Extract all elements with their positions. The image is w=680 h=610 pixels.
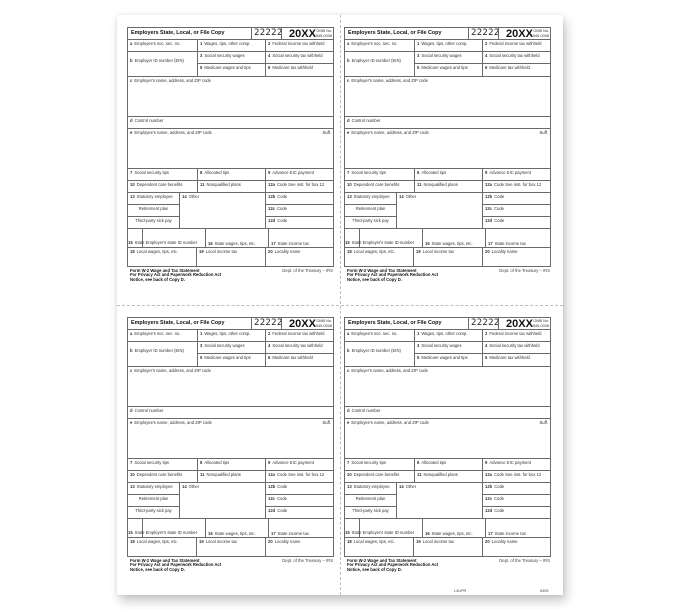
box-10-dependent-care[interactable]: 10 Dependent care benefits (127, 470, 198, 483)
form-code: 22222 (471, 318, 500, 328)
box-14-other[interactable]: 14 Other (396, 192, 483, 229)
box-20-locality[interactable]: 20 Locality name (265, 247, 334, 267)
box-9-advance-eic[interactable]: 9 Advance EIC payment (482, 458, 551, 471)
footer-form-name: Form W-2 Wage and Tax Statement (130, 558, 200, 563)
box-13-retirement-plan[interactable]: Retirement plan (344, 494, 397, 507)
omb-number: 1545-0008 (313, 33, 332, 38)
box-11-nonqualified[interactable]: 11 Nonqualified plans (414, 470, 483, 483)
footer-notice: Notice, see back of Copy D. (347, 276, 402, 282)
box-14-other[interactable]: 14 Other (396, 482, 483, 519)
form-title: Employers State, Local, or File Copy (348, 30, 442, 36)
omb-label: OMB No. (316, 29, 332, 33)
box-c-employer-address[interactable]: c Employer's name, address, and ZIP code (127, 366, 334, 407)
dept-treasury: Dept. of the Treasury – IRS (282, 558, 333, 563)
form-title: Employers State, Local, or File Copy (131, 320, 225, 326)
box-5-medicare-wages[interactable]: 5 Medicare wages and tips (414, 353, 483, 367)
box-17-state-tax[interactable]: 17 State income tax (485, 228, 551, 248)
box-10-dependent-care[interactable]: 10 Dependent care benefits (344, 470, 415, 483)
box-9-advance-eic[interactable]: 9 Advance EIC payment (265, 458, 334, 471)
box-b-ein[interactable]: b Employer ID number (EIN) (344, 51, 415, 77)
box-6-medicare-tax[interactable]: 6 Medicare tax withheld (482, 353, 551, 367)
box-13-third-party-sick-pay[interactable]: Third-party sick pay (127, 506, 180, 519)
box-17-state-tax[interactable]: 17 State income tax (485, 518, 551, 538)
box-12c-code[interactable]: 12c Code (265, 494, 334, 507)
box-15-label: 15 State Employer's state ID number (345, 530, 415, 535)
box-15-label: 15 State Employer's state ID number (345, 240, 415, 245)
form-footer (347, 269, 438, 282)
footer-notice: Notice, see back of Copy D. (130, 276, 185, 282)
sheet-number: 5405 (540, 589, 549, 593)
box-18-local-wages[interactable]: 18 Local wages, tips, etc. (127, 247, 197, 267)
box-e-employee-address[interactable]: e Employee's name, address, and ZIP code Suff. (344, 128, 551, 169)
suffix-label: Suff. (322, 420, 331, 425)
w2-form-top-left (127, 27, 334, 282)
box-a-ssn[interactable]: a Employee's soc. sec. no. (344, 329, 415, 342)
box-c-employer-address[interactable]: c Employer's name, address, and ZIP code (344, 366, 551, 407)
box-16-state-wages[interactable]: 16 State wages, tips, etc. (422, 518, 486, 538)
box-8-allocated-tips[interactable]: 8 Allocated tips (414, 168, 483, 181)
box-20-locality[interactable]: 20 Locality name (482, 247, 551, 267)
dept-treasury: Dept. of the Treasury – IRS (282, 268, 333, 273)
box-10-dependent-care[interactable]: 10 Dependent care benefits (344, 180, 415, 193)
footer-notice: Notice, see back of Copy D. (347, 566, 402, 572)
box-b-ein[interactable]: b Employer ID number (EIN) (127, 51, 198, 77)
box-18-local-wages[interactable]: 18 Local wages, tips, etc. (344, 247, 414, 267)
box-13-statutory-employee[interactable]: 13 Statutory employee (127, 482, 180, 495)
box-6-medicare-tax[interactable]: 6 Medicare tax withheld (482, 63, 551, 77)
box-1-wages[interactable]: 1 Wages, tips, other comp. (197, 329, 266, 342)
box-13-statutory-employee[interactable]: 13 Statutory employee (127, 192, 180, 205)
form-year: 20XX (289, 318, 316, 330)
box-19-local-tax[interactable]: 19 Local income tax (413, 247, 483, 267)
box-19-local-tax[interactable]: 19 Local income tax (196, 537, 266, 557)
box-3-ss-wages[interactable]: 3 Social security wages (197, 51, 266, 64)
horizontal-perforation (117, 305, 563, 306)
box-e-employee-address[interactable]: e Employee's name, address, and ZIP code Suff. (127, 418, 334, 459)
form-footer (130, 559, 221, 572)
suffix-label: Suff. (539, 130, 548, 135)
box-7-ss-tips[interactable]: 7 Social security tips (127, 458, 198, 471)
box-a-ssn[interactable]: a Employee's soc. sec. no. (344, 39, 415, 52)
w2-form-bottom-left (127, 317, 334, 572)
box-13-third-party-sick-pay[interactable]: Third-party sick pay (127, 216, 180, 229)
box-18-local-wages[interactable]: 18 Local wages, tips, etc. (127, 537, 197, 557)
omb-label: OMB No. (533, 319, 549, 323)
box-7-ss-tips[interactable]: 7 Social security tips (344, 168, 415, 181)
form-year: 20XX (506, 318, 533, 330)
omb-number: 1545-0008 (530, 323, 549, 328)
box-3-ss-wages[interactable]: 3 Social security wages (197, 341, 266, 354)
box-5-medicare-wages[interactable]: 5 Medicare wages and tips (197, 353, 266, 367)
form-code: 22222 (254, 28, 283, 38)
box-13-retirement-plan[interactable]: Retirement plan (344, 204, 397, 217)
footer-privacy: For Privacy Act and Paperwork Reduction Act (130, 562, 222, 568)
box-13-third-party-sick-pay[interactable]: Third-party sick pay (344, 216, 397, 229)
box-b-ein[interactable]: b Employer ID number (EIN) (127, 341, 198, 367)
suffix-label: Suff. (322, 130, 331, 135)
omb-info (314, 319, 332, 328)
box-1-wages[interactable]: 1 Wages, tips, other comp. (414, 39, 483, 52)
box-16-state-wages[interactable]: 16 State wages, tips, etc. (205, 228, 269, 248)
box-d-control-number[interactable]: d Control number (344, 406, 551, 419)
box-2-fed-tax[interactable]: 2 Federal income tax withheld (265, 329, 334, 342)
box-3-ss-wages[interactable]: 3 Social security wages (414, 51, 483, 64)
box-12a-code[interactable]: 12a Code See inst. for box 12 (265, 180, 334, 193)
box-5-medicare-wages[interactable]: 5 Medicare wages and tips (414, 63, 483, 77)
box-19-local-tax[interactable]: 19 Local income tax (413, 537, 483, 557)
box-9-advance-eic[interactable]: 9 Advance EIC payment (265, 168, 334, 181)
box-16-state-wages[interactable]: 16 State wages, tips, etc. (422, 228, 486, 248)
box-13-retirement-plan[interactable]: Retirement plan (127, 494, 180, 507)
dept-treasury: Dept. of the Treasury – IRS (499, 558, 550, 563)
box-1-wages[interactable]: 1 Wages, tips, other comp. (414, 329, 483, 342)
box-12a-code[interactable]: 12a Code See inst. for box 12 (482, 180, 551, 193)
box-6-medicare-tax[interactable]: 6 Medicare tax withheld (265, 63, 334, 77)
box-8-allocated-tips[interactable]: 8 Allocated tips (197, 168, 266, 181)
box-2-fed-tax[interactable]: 2 Federal income tax withheld (482, 39, 551, 52)
box-8-allocated-tips[interactable]: 8 Allocated tips (197, 458, 266, 471)
sheet-product-code: L4UPR (454, 589, 467, 593)
box-11-nonqualified[interactable]: 11 Nonqualified plans (414, 180, 483, 193)
omb-label: OMB No. (316, 319, 332, 323)
footer-form-name: Form W-2 Wage and Tax Statement (347, 558, 417, 563)
box-4-ss-tax[interactable]: 4 Social security tax withheld (482, 51, 551, 64)
w2-form-bottom-right (344, 317, 551, 572)
box-12a-code[interactable]: 12a Code See inst. for box 12 (265, 470, 334, 483)
box-5-medicare-wages[interactable]: 5 Medicare wages and tips (197, 63, 266, 77)
box-20-locality[interactable]: 20 Locality name (265, 537, 334, 557)
box-7-ss-tips[interactable]: 7 Social security tips (127, 168, 198, 181)
box-d-control-number[interactable]: d Control number (127, 116, 334, 129)
box-6-medicare-tax[interactable]: 6 Medicare tax withheld (265, 353, 334, 367)
box-11-nonqualified[interactable]: 11 Nonqualified plans (197, 470, 266, 483)
form-year: 20XX (506, 28, 533, 40)
footer-form-name: Form W-2 Wage and Tax Statement (347, 268, 417, 273)
box-9-advance-eic[interactable]: 9 Advance EIC payment (482, 168, 551, 181)
box-13-retirement-plan[interactable]: Retirement plan (127, 204, 180, 217)
box-17-state-tax[interactable]: 17 State income tax (268, 228, 334, 248)
box-15-label: 15 State Employer's state ID number (128, 240, 198, 245)
box-8-allocated-tips[interactable]: 8 Allocated tips (414, 458, 483, 471)
box-17-state-tax[interactable]: 17 State income tax (268, 518, 334, 538)
box-7-ss-tips[interactable]: 7 Social security tips (344, 458, 415, 471)
box-14-other[interactable]: 14 Other (179, 482, 266, 519)
footer-privacy: For Privacy Act and Paperwork Reduction Act (347, 272, 439, 278)
omb-label: OMB No. (533, 29, 549, 33)
omb-info (314, 29, 332, 38)
box-2-fed-tax[interactable]: 2 Federal income tax withheld (265, 39, 334, 52)
form-code: 22222 (254, 318, 283, 328)
box-12b-code[interactable]: 12b Code (265, 482, 334, 495)
box-11-nonqualified[interactable]: 11 Nonqualified plans (197, 180, 266, 193)
box-a-ssn[interactable]: a Employee's soc. sec. no. (127, 39, 198, 52)
box-12c-code[interactable]: 12c Code (482, 204, 551, 217)
box-12c-code[interactable]: 12c Code (265, 204, 334, 217)
box-12d-code[interactable]: 12d Code (482, 216, 551, 229)
footer-notice: Notice, see back of Copy D. (130, 566, 185, 572)
box-c-employer-address[interactable]: c Employer's name, address, and ZIP code (344, 76, 551, 117)
box-13-statutory-employee[interactable]: 13 Statutory employee (344, 482, 397, 495)
box-12d-code[interactable]: 12d Code (265, 216, 334, 229)
dept-treasury: Dept. of the Treasury – IRS (499, 268, 550, 273)
box-18-local-wages[interactable]: 18 Local wages, tips, etc. (344, 537, 414, 557)
box-e-employee-address[interactable]: e Employee's name, address, and ZIP code Suff. (127, 128, 334, 169)
box-2-fed-tax[interactable]: 2 Federal income tax withheld (482, 329, 551, 342)
box-4-ss-tax[interactable]: 4 Social security tax withheld (265, 341, 334, 354)
box-3-ss-wages[interactable]: 3 Social security wages (414, 341, 483, 354)
box-12d-code[interactable]: 12d Code (265, 506, 334, 519)
box-4-ss-tax[interactable]: 4 Social security tax withheld (482, 341, 551, 354)
omb-number: 1545-0008 (313, 323, 332, 328)
box-12c-code[interactable]: 12c Code (482, 494, 551, 507)
box-b-ein[interactable]: b Employer ID number (EIN) (344, 341, 415, 367)
box-d-control-number[interactable]: d Control number (127, 406, 334, 419)
box-20-locality[interactable]: 20 Locality name (482, 537, 551, 557)
box-a-ssn[interactable]: a Employee's soc. sec. no. (127, 329, 198, 342)
box-12b-code[interactable]: 12b Code (482, 482, 551, 495)
box-4-ss-tax[interactable]: 4 Social security tax withheld (265, 51, 334, 64)
form-footer (130, 269, 221, 282)
box-16-state-wages[interactable]: 16 State wages, tips, etc. (205, 518, 269, 538)
form-year: 20XX (289, 28, 316, 40)
box-12b-code[interactable]: 12b Code (482, 192, 551, 205)
box-13-statutory-employee[interactable]: 13 Statutory employee (344, 192, 397, 205)
omb-number: 1545-0008 (530, 33, 549, 38)
form-title: Employers State, Local, or File Copy (348, 320, 442, 326)
box-d-control-number[interactable]: d Control number (344, 116, 551, 129)
box-1-wages[interactable]: 1 Wages, tips, other comp. (197, 39, 266, 52)
box-c-employer-address[interactable]: c Employer's name, address, and ZIP code (127, 76, 334, 117)
omb-info (531, 319, 549, 328)
box-10-dependent-care[interactable]: 10 Dependent care benefits (127, 180, 198, 193)
form-code: 22222 (471, 28, 500, 38)
form-title: Employers State, Local, or File Copy (131, 30, 225, 36)
suffix-label: Suff. (539, 420, 548, 425)
box-e-employee-address[interactable]: e Employee's name, address, and ZIP code Suff. (344, 418, 551, 459)
w2-form-top-right (344, 27, 551, 282)
footer-form-name: Form W-2 Wage and Tax Statement (130, 268, 200, 273)
box-19-local-tax[interactable]: 19 Local income tax (196, 247, 266, 267)
form-footer (347, 559, 438, 572)
box-12a-code[interactable]: 12a Code See inst. for box 12 (482, 470, 551, 483)
box-14-other[interactable]: 14 Other (179, 192, 266, 229)
box-13-third-party-sick-pay[interactable]: Third-party sick pay (344, 506, 397, 519)
box-15-label: 15 State Employer's state ID number (128, 530, 198, 535)
footer-privacy: For Privacy Act and Paperwork Reduction Act (347, 562, 439, 568)
footer-privacy: For Privacy Act and Paperwork Reduction Act (130, 272, 222, 278)
omb-info (531, 29, 549, 38)
box-12d-code[interactable]: 12d Code (482, 506, 551, 519)
box-12b-code[interactable]: 12b Code (265, 192, 334, 205)
